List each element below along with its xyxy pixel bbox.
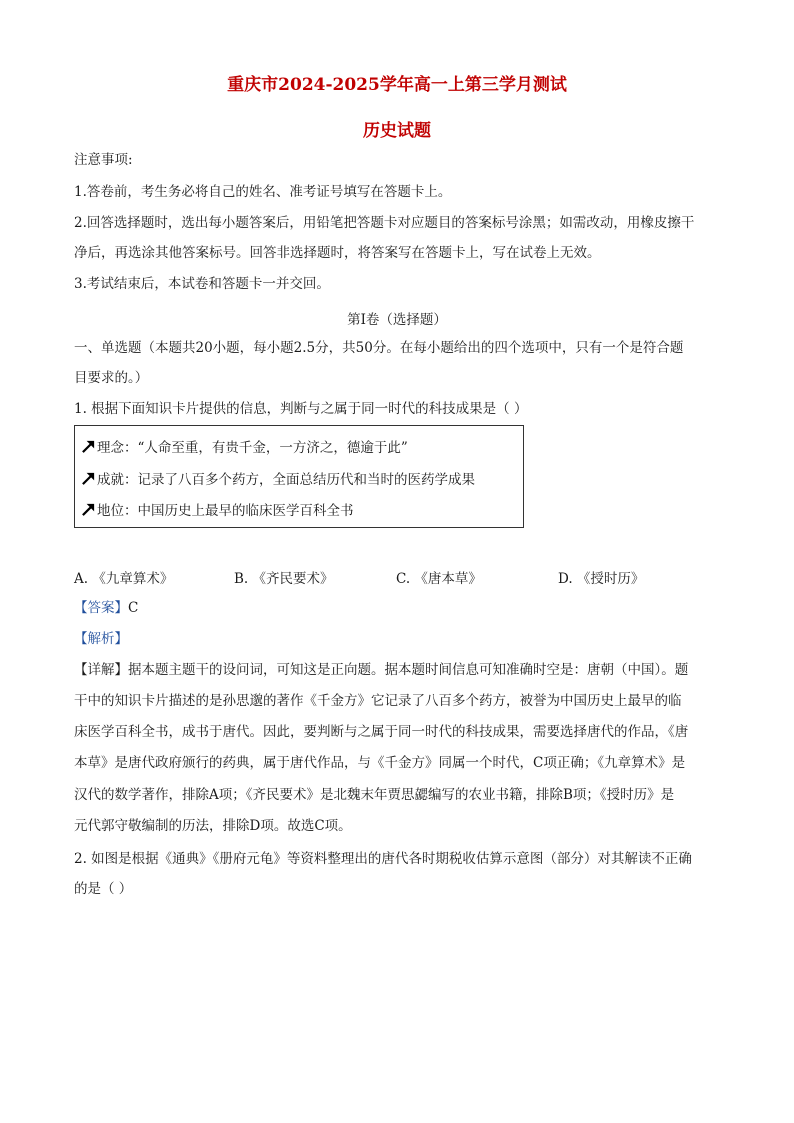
analysis-line-2: 干中的知识卡片描述的是孙思邈的著作《千金方》它记录了八百多个药方，被誉为中国历史上最早的临 bbox=[74, 693, 682, 709]
question-1-stem: 1. 根据下面知识卡片提供的信息，判断与之属于同一时代的科技成果是（ ） bbox=[74, 401, 528, 417]
card-text-status: 地位：中国历史上最早的临床医学百科全书 bbox=[97, 503, 354, 519]
diagonal-arrow-icon bbox=[81, 502, 96, 517]
card-text-idea: 理念：“人命至重，有贵千金，一方济之，德逾于此” bbox=[97, 440, 408, 456]
notice-item-1: 1.答卷前，考生务必将自己的姓名、准考证号填写在答题卡上。 bbox=[74, 184, 452, 200]
notice-item-2: 2.回答选择题时，选出每小题答案后，用铅笔把答题卡对应题目的答案标号涂黑；如需改动，用橡皮擦干 bbox=[74, 215, 695, 231]
card-row-idea bbox=[81, 436, 408, 456]
page-title: 重庆市2024-2025学年高一上第三学月测试 bbox=[227, 75, 567, 95]
analysis-line-4: 本草》是唐代政府颁行的药典，属于唐代作品，与《千金方》同属一个时代，C项正确；《九章算术》是 bbox=[74, 755, 686, 771]
notice-item-3: 3.考试结束后，本试卷和答题卡一并交回。 bbox=[74, 276, 330, 292]
card-text-achievement: 成就：记录了八百多个药方，全面总结历代和当时的医药学成果 bbox=[97, 472, 475, 488]
page-subtitle: 历史试题 bbox=[363, 121, 431, 141]
section-intro: 一、单选题（本题共20小题，每小题2.5分，共50分。在每小题给出的四个选项中，只有一个是符合题 bbox=[74, 340, 684, 356]
notice-item-2-cont: 净后，再选涂其他答案标号。回答非选择题时，将答案写在答题卡上，写在试卷上无效。 bbox=[74, 245, 601, 261]
option-d[interactable]: D. 《授时历》 bbox=[558, 571, 645, 587]
section-label: 第I卷（选择题） bbox=[347, 312, 447, 328]
card-row-achievement bbox=[81, 468, 475, 488]
question-2-stem: 2. 如图是根据《通典》《册府元龟》等资料整理出的唐代各时期税收估算示意图（部分）对其解读不正确 bbox=[74, 851, 692, 867]
question-2-stem-cont: 的是（ ） bbox=[74, 881, 133, 897]
analysis-line-3: 床医学百科全书，成书于唐代。因此，要判断与之属于同一时代的科技成果，需要选择唐代的作品，《唐 bbox=[74, 724, 689, 740]
answer-line bbox=[74, 598, 138, 618]
section-intro-cont: 目要求的。） bbox=[74, 370, 149, 386]
notice-heading: 注意事项: bbox=[74, 152, 133, 168]
option-a[interactable]: A. 《九章算术》 bbox=[74, 571, 174, 587]
analysis-line-5: 汉代的数学著作，排除A项；《齐民要术》是北魏末年贾思勰编写的农业书籍，排除B项；《授时历》是 bbox=[74, 787, 675, 803]
card-row-status bbox=[81, 499, 354, 519]
option-b[interactable]: B. 《齐民要术》 bbox=[234, 571, 334, 587]
diagonal-arrow-icon bbox=[81, 439, 96, 454]
answer-value: C bbox=[128, 600, 139, 616]
option-c[interactable]: C. 《唐本草》 bbox=[396, 571, 482, 587]
analysis-line-6: 元代郭守敬编制的历法，排除D项。故选C项。 bbox=[74, 818, 352, 834]
knowledge-card bbox=[74, 425, 524, 528]
answer-label: 【答案】 bbox=[74, 600, 128, 616]
diagonal-arrow-icon bbox=[81, 471, 96, 486]
analysis-label: 【解析】 bbox=[74, 631, 128, 647]
analysis-line-1: 【详解】据本题主题干的设问词，可知这是正向题。据本题时间信息可知准确时空是：唐朝（中国）。题 bbox=[74, 662, 689, 678]
